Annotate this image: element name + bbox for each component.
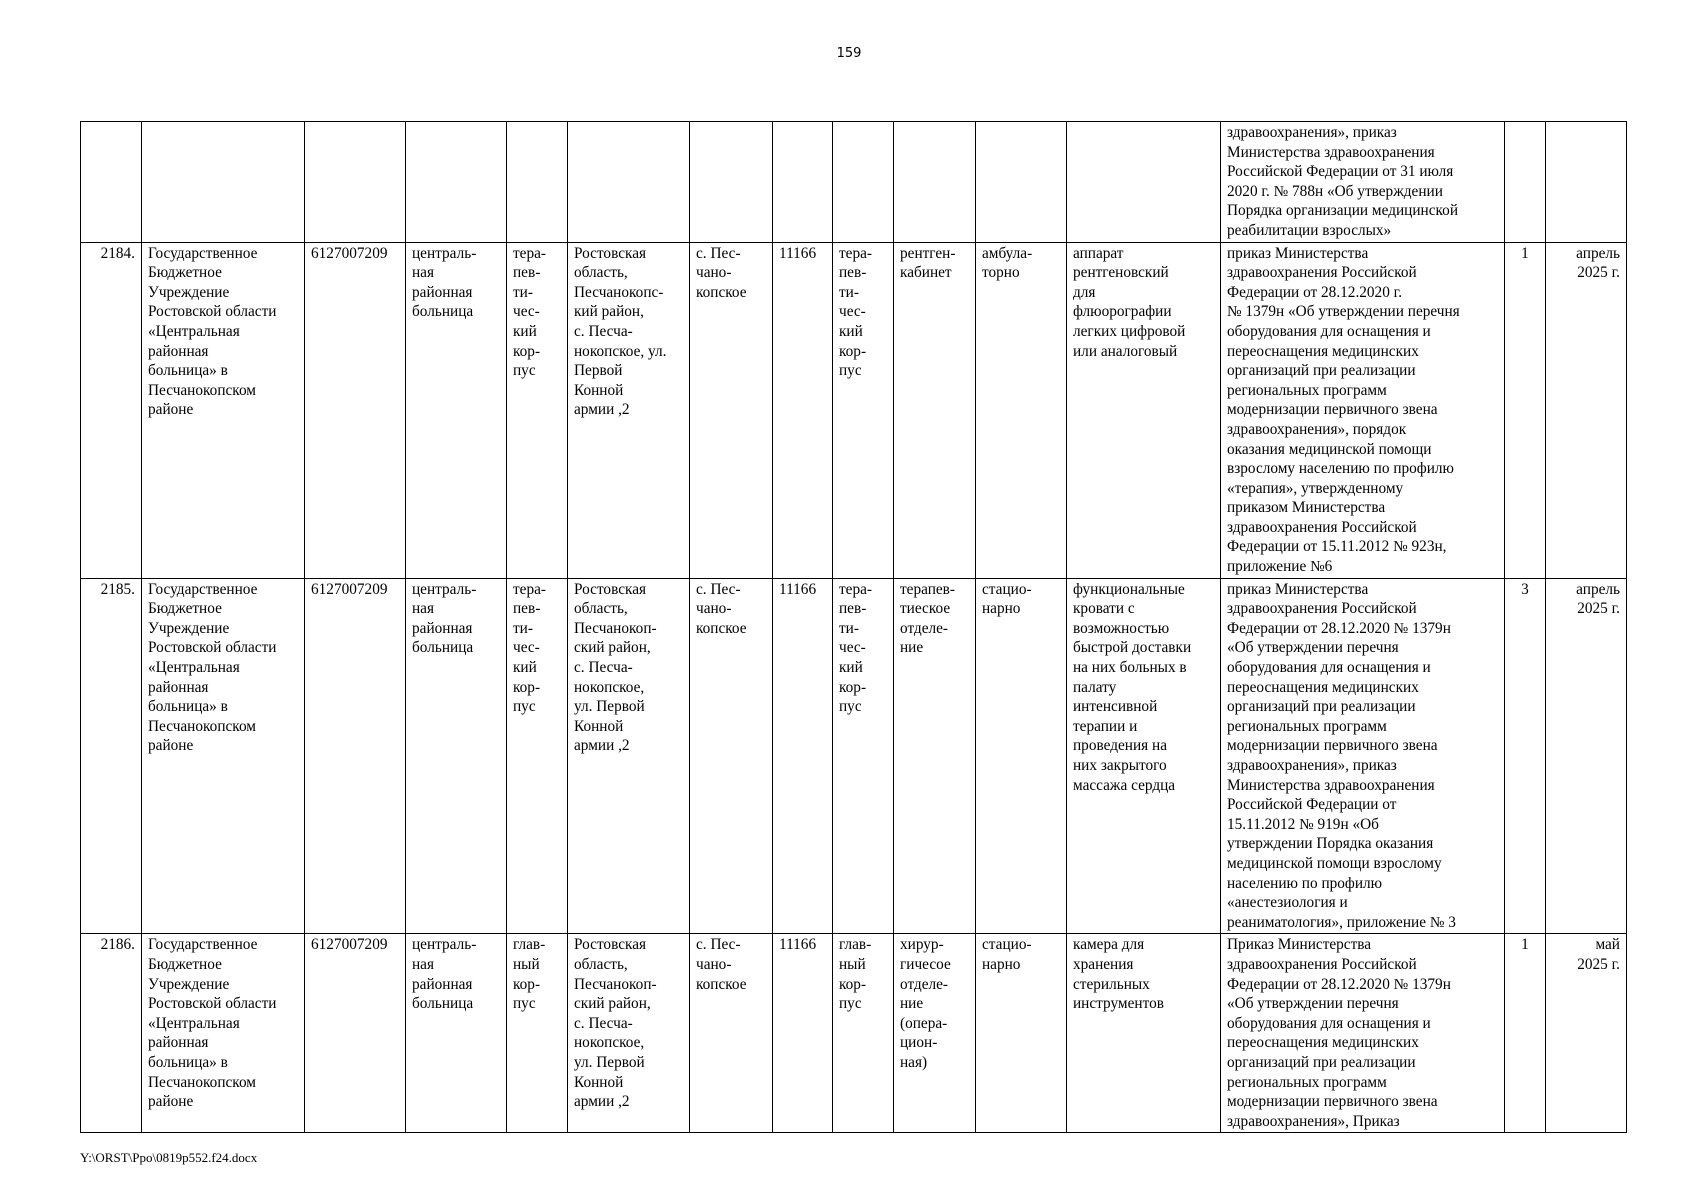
cell-line: ние xyxy=(900,639,924,657)
cell-line: приложение №6 xyxy=(1227,558,1333,576)
cell-line: копское xyxy=(696,283,747,301)
address-cell xyxy=(568,934,690,1133)
cell-line: пус xyxy=(839,995,862,1013)
row-number xyxy=(81,122,142,243)
cell-line: Ростовской области xyxy=(148,639,277,657)
term-cell xyxy=(1546,934,1627,1133)
cell-line: чано- xyxy=(696,600,732,618)
cell-line: оказания медицинской помощи xyxy=(1227,440,1432,458)
cell-line: отделе- xyxy=(900,619,949,637)
footer-file-path: Y:\ORST\Ppo\0819p552.f24.docx xyxy=(80,1150,258,1165)
cell-line: районная xyxy=(148,1034,209,1052)
care-form-cell xyxy=(976,242,1067,578)
page-number: 159 xyxy=(836,46,862,61)
cell-line: Российской Федерации от 31 июля xyxy=(1227,163,1454,181)
cell-line: ная xyxy=(412,264,435,282)
cell-line: модернизации первичного звена xyxy=(1227,1093,1438,1111)
building-cell-2 xyxy=(833,122,894,243)
cell-line: «Центральная xyxy=(148,1014,240,1032)
inn-cell xyxy=(305,934,406,1133)
cell-line: стацио- xyxy=(982,580,1032,598)
cell-line: кий xyxy=(839,322,863,340)
department-cell xyxy=(894,934,976,1133)
cell-line: организаций при реализации xyxy=(1227,362,1416,380)
cell-line: аппарат xyxy=(1073,244,1124,262)
cell-line: Песчанокопском xyxy=(148,381,256,399)
cell-line: централь- xyxy=(412,244,477,262)
cell-line: Государственное xyxy=(148,936,258,954)
cell-line: «Об утверждении перечня xyxy=(1227,995,1399,1013)
cell-line: терапев- xyxy=(900,580,956,598)
cell-line: область, xyxy=(574,600,628,618)
cell-line: с. Пес- xyxy=(696,580,741,598)
cell-line: чес- xyxy=(513,303,540,321)
cell-line: Учреждение xyxy=(148,975,230,993)
table-row xyxy=(81,578,1627,934)
cell-line: «анестезиология и xyxy=(1227,894,1348,912)
cell-line: переоснащения медицинских xyxy=(1227,1034,1419,1052)
cell-line: массажа сердца xyxy=(1073,776,1176,794)
cell-line: здравоохранения Российской xyxy=(1227,600,1417,618)
building-cell-2 xyxy=(833,242,894,578)
cell-line: приказ Министерства xyxy=(1227,580,1369,598)
cell-line: № 1379н «Об утверждении перечня xyxy=(1227,303,1460,321)
quantity-cell xyxy=(1505,122,1546,243)
cell-text: 3 xyxy=(1521,580,1529,598)
cell-text: 11166 xyxy=(779,936,817,954)
cell-line: пев- xyxy=(839,264,867,282)
cell-line: область, xyxy=(574,264,628,282)
building-cell-2 xyxy=(833,578,894,934)
cell-line: нокопское, xyxy=(574,1034,645,1052)
table-row xyxy=(81,242,1627,578)
department-cell xyxy=(894,578,976,934)
cell-line: пев- xyxy=(513,264,541,282)
cell-line: централь- xyxy=(412,936,477,954)
cell-line: чес- xyxy=(513,639,540,657)
facility-type-cell xyxy=(406,242,507,578)
legal-basis-cell xyxy=(1221,122,1505,243)
cell-line: кор- xyxy=(513,678,541,696)
cell-line: амбула- xyxy=(982,244,1033,262)
cell-line: Министерства здравоохранения xyxy=(1227,776,1435,794)
cell-line: ти- xyxy=(513,283,533,301)
cell-line: больница xyxy=(412,639,474,657)
row-number xyxy=(81,934,142,1133)
cell-line: флюорографии xyxy=(1073,303,1172,321)
cell-line: региональных программ xyxy=(1227,1073,1387,1091)
cell-line: область, xyxy=(574,955,628,973)
building-cell xyxy=(507,578,568,934)
cell-line: Ростовской области xyxy=(148,995,277,1013)
cell-line: Ростовская xyxy=(574,244,647,262)
cell-line: с. Песча- xyxy=(574,322,633,340)
cell-line: торно xyxy=(982,264,1020,282)
equipment-cell xyxy=(1067,578,1221,934)
cell-line: гичесое xyxy=(900,955,951,973)
cell-line: здравоохранения», Приказ xyxy=(1227,1112,1400,1130)
cell-line: Бюджетное xyxy=(148,955,222,973)
cell-line: функциональные xyxy=(1073,580,1185,598)
cell-line: кор- xyxy=(839,342,867,360)
cell-line: «Центральная xyxy=(148,322,240,340)
cell-line: кий район, xyxy=(574,303,644,321)
cell-text: 2185. xyxy=(100,580,135,598)
cell-line: Первой xyxy=(574,362,623,380)
cell-line: армии ,2 xyxy=(574,1093,630,1111)
department-cell xyxy=(894,122,976,243)
cell-line: районная xyxy=(412,283,473,301)
legal-basis-cell xyxy=(1221,578,1505,934)
cell-line: кор- xyxy=(513,975,541,993)
cell-line: них закрытого xyxy=(1073,757,1167,774)
cell-line: глав- xyxy=(513,936,546,954)
department-cell xyxy=(894,242,976,578)
cell-line: чано- xyxy=(696,955,732,973)
code-cell xyxy=(773,122,833,243)
facility-type-cell xyxy=(406,934,507,1133)
cell-line: «Об утверждении перечня xyxy=(1227,639,1399,657)
equipment-cell xyxy=(1067,242,1221,578)
cell-line: Песчанокопс- xyxy=(574,283,664,301)
cell-line: 2025 г. xyxy=(1577,264,1620,282)
organization-cell xyxy=(142,578,305,934)
cell-line: оборудования для оснащения и xyxy=(1227,322,1431,340)
equipment-cell xyxy=(1067,934,1221,1133)
cell-line: стацио- xyxy=(982,936,1032,954)
cell-line: Конной xyxy=(574,381,624,399)
cell-line: Учреждение xyxy=(148,619,230,637)
cell-line: районе xyxy=(148,1093,194,1111)
cell-line: тера- xyxy=(513,580,547,598)
settlement-cell xyxy=(690,934,773,1133)
cell-line: здравоохранения», порядок xyxy=(1227,420,1407,438)
cell-line: (опера- xyxy=(900,1014,948,1032)
cell-line: кий xyxy=(839,659,863,677)
legal-basis-cell xyxy=(1221,934,1505,1133)
cell-line: больница» в xyxy=(148,698,228,716)
cell-line: хирур- xyxy=(900,936,944,954)
equipment-cell xyxy=(1067,122,1221,243)
cell-line: пев- xyxy=(513,600,541,618)
cell-line: терапии и xyxy=(1073,717,1138,735)
cell-line: районе xyxy=(148,737,194,755)
cell-line: районная xyxy=(148,678,209,696)
cell-line: с. Песча- xyxy=(574,659,633,677)
cell-line: кий xyxy=(513,659,537,677)
cell-line: больница» в xyxy=(148,362,228,380)
cell-line: палату xyxy=(1073,678,1117,696)
row-number xyxy=(81,578,142,934)
cell-line: нарно xyxy=(982,600,1021,618)
cell-line: чано- xyxy=(696,264,732,282)
cell-line: проведения на xyxy=(1073,737,1167,755)
table-row xyxy=(81,934,1627,1133)
cell-line: ти- xyxy=(839,619,859,637)
term-cell xyxy=(1546,578,1627,934)
cell-line: районная xyxy=(412,975,473,993)
cell-line: рентген- xyxy=(900,244,956,262)
cell-line: тиеское xyxy=(900,600,951,618)
cell-line: ный xyxy=(513,955,540,973)
facility-type-cell xyxy=(406,578,507,934)
cell-line: Конной xyxy=(574,1073,624,1091)
cell-line: 2025 г. xyxy=(1577,955,1620,973)
cell-line: армии ,2 xyxy=(574,401,630,419)
cell-line: ная xyxy=(412,600,435,618)
organization-cell xyxy=(142,122,305,243)
term-cell xyxy=(1546,122,1627,243)
cell-line: здравоохранения», приказ xyxy=(1227,124,1397,141)
cell-line: с. Песча- xyxy=(574,1014,633,1032)
cell-text: 6127007209 xyxy=(311,580,388,598)
cell-line: быстрой доставки xyxy=(1073,639,1192,657)
cell-line: возможностью xyxy=(1073,619,1170,637)
cell-line: ул. Первой xyxy=(574,698,645,716)
cell-line: ти- xyxy=(839,283,859,301)
quantity-cell xyxy=(1505,934,1546,1133)
cell-line: пус xyxy=(513,698,536,716)
cell-line: нарно xyxy=(982,955,1021,973)
cell-line: приказ Министерства xyxy=(1227,244,1369,262)
cell-line: Ростовская xyxy=(574,580,647,598)
cell-line: Конной xyxy=(574,717,624,735)
cell-line: утверждении Порядка оказания xyxy=(1227,835,1434,853)
organization-cell xyxy=(142,934,305,1133)
cell-line: Федерации от 28.12.2020 № 1379н xyxy=(1227,975,1451,993)
cell-line: реаниматология», приложение № 3 xyxy=(1227,913,1456,931)
cell-line: «Центральная xyxy=(148,659,240,677)
cell-line: 15.11.2012 № 919н «Об xyxy=(1227,815,1379,833)
cell-line: населению по профилю xyxy=(1227,874,1383,892)
cell-line: май xyxy=(1595,936,1620,954)
cell-line: переоснащения медицинских xyxy=(1227,342,1419,360)
address-cell xyxy=(568,122,690,243)
building-cell-2 xyxy=(833,934,894,1133)
cell-line: 2020 г. № 788н «Об утверждении xyxy=(1227,182,1443,200)
cell-line: Песчанокоп- xyxy=(574,619,657,637)
cell-line: переоснащения медицинских xyxy=(1227,678,1419,696)
cell-line: ский район, xyxy=(574,995,651,1013)
inn-cell xyxy=(305,242,406,578)
cell-text: 1 xyxy=(1521,244,1529,262)
cell-line: пус xyxy=(513,995,536,1013)
quantity-cell xyxy=(1505,578,1546,934)
cell-line: нокопское, ул. xyxy=(574,342,667,360)
cell-line: Федерации от 28.12.2020 г. xyxy=(1227,283,1403,301)
cell-line: Федерации от 28.12.2020 № 1379н xyxy=(1227,619,1451,637)
cell-text: 11166 xyxy=(779,580,817,598)
cell-line: хранения xyxy=(1073,955,1134,973)
cell-line: кабинет xyxy=(900,264,952,282)
cell-line: Порядка организации медицинской xyxy=(1227,202,1458,220)
cell-line: Песчанокопском xyxy=(148,1073,256,1091)
table-row xyxy=(81,122,1627,243)
cell-line: больница xyxy=(412,995,474,1013)
cell-line: больница» в xyxy=(148,1053,228,1071)
cell-line: медицинской помощи взрослому xyxy=(1227,854,1442,872)
cell-line: ная) xyxy=(900,1053,928,1071)
cell-line: «терапия», утвержденному xyxy=(1227,479,1404,497)
cell-line: Государственное xyxy=(148,580,258,598)
cell-text: 6127007209 xyxy=(311,936,388,954)
cell-line: с. Пес- xyxy=(696,244,741,262)
cell-line: оборудования для оснащения и xyxy=(1227,659,1431,677)
cell-line: Песчанокоп- xyxy=(574,975,657,993)
cell-line: Ростовской области xyxy=(148,303,277,321)
address-cell xyxy=(568,578,690,934)
row-number xyxy=(81,242,142,578)
cell-line: пус xyxy=(513,362,536,380)
cell-line: больница xyxy=(412,303,474,321)
cell-line: здравоохранения Российской xyxy=(1227,955,1417,973)
cell-line: Федерации от 15.11.2012 № 923н, xyxy=(1227,538,1447,556)
quantity-cell xyxy=(1505,242,1546,578)
cell-line: организаций при реализации xyxy=(1227,1053,1416,1071)
cell-line: Ростовская xyxy=(574,936,647,954)
cell-line: ти- xyxy=(513,619,533,637)
legal-basis-cell xyxy=(1221,242,1505,578)
cell-line: Министерства здравоохранения xyxy=(1227,143,1435,161)
cell-line: инструментов xyxy=(1073,995,1164,1013)
cell-line: кор- xyxy=(839,678,867,696)
building-cell xyxy=(507,242,568,578)
cell-line: чес- xyxy=(839,303,866,321)
cell-line: пев- xyxy=(839,600,867,618)
cell-line: районе xyxy=(148,401,194,419)
cell-text: 1 xyxy=(1521,936,1529,954)
settlement-cell xyxy=(690,242,773,578)
cell-line: ние xyxy=(900,995,924,1013)
cell-line: приказом Министерства xyxy=(1227,499,1386,517)
cell-text: 11166 xyxy=(779,244,817,262)
cell-line: Бюджетное xyxy=(148,600,222,618)
cell-line: ский район, xyxy=(574,639,651,657)
table-body xyxy=(81,122,1627,1133)
cell-line: оборудования для оснащения и xyxy=(1227,1014,1431,1032)
cell-line: модернизации первичного звена xyxy=(1227,401,1438,419)
address-cell xyxy=(568,242,690,578)
cell-line: 2025 г. xyxy=(1577,600,1620,618)
cell-line: чес- xyxy=(839,639,866,657)
cell-line: ный xyxy=(839,955,866,973)
term-cell xyxy=(1546,242,1627,578)
care-form-cell xyxy=(976,122,1067,243)
building-cell xyxy=(507,122,568,243)
code-cell xyxy=(773,242,833,578)
cell-line: отделе- xyxy=(900,975,949,993)
cell-line: здравоохранения Российской xyxy=(1227,518,1417,536)
cell-line: Российской Федерации от xyxy=(1227,796,1397,814)
cell-line: организаций при реализации xyxy=(1227,698,1416,716)
cell-line: кор- xyxy=(513,342,541,360)
cell-line: Государственное xyxy=(148,244,258,262)
building-cell xyxy=(507,934,568,1133)
cell-line: взрослому населению по профилю xyxy=(1227,460,1454,478)
cell-line: интенсивной xyxy=(1073,698,1158,716)
cell-line: цион- xyxy=(900,1034,938,1052)
cell-line: апрель xyxy=(1576,244,1620,262)
cell-line: для xyxy=(1073,283,1096,301)
cell-line: нокопское, xyxy=(574,678,645,696)
cell-line: тера- xyxy=(839,244,873,262)
cell-line: тера- xyxy=(839,580,873,598)
cell-line: здравоохранения Российской xyxy=(1227,264,1417,282)
cell-line: ная xyxy=(412,955,435,973)
cell-line: тера- xyxy=(513,244,547,262)
cell-line: кий xyxy=(513,322,537,340)
cell-line: копское xyxy=(696,619,747,637)
cell-line: Бюджетное xyxy=(148,264,222,282)
cell-line: глав- xyxy=(839,936,872,954)
organization-cell xyxy=(142,242,305,578)
cell-line: Приказ Министерства xyxy=(1227,936,1372,954)
cell-line: районная xyxy=(412,619,473,637)
equipment-table xyxy=(80,121,1627,1133)
cell-line: модернизации первичного звена xyxy=(1227,737,1438,755)
cell-line: легких цифровой xyxy=(1073,322,1186,340)
cell-line: Песчанокопском xyxy=(148,717,256,735)
cell-line: региональных программ xyxy=(1227,717,1387,735)
code-cell xyxy=(773,578,833,934)
facility-type-cell xyxy=(406,122,507,243)
cell-line: реабилитации взрослых» xyxy=(1227,221,1392,239)
cell-line: рентгеновский xyxy=(1073,264,1169,282)
cell-line: кровати с xyxy=(1073,600,1135,618)
care-form-cell xyxy=(976,934,1067,1133)
cell-line: камера для xyxy=(1073,936,1145,954)
cell-line: стерильных xyxy=(1073,975,1150,993)
care-form-cell xyxy=(976,578,1067,934)
settlement-cell xyxy=(690,122,773,243)
inn-cell xyxy=(305,122,406,243)
cell-line: армии ,2 xyxy=(574,737,630,755)
cell-line: копское xyxy=(696,975,747,993)
cell-line: здравоохранения», приказ xyxy=(1227,757,1397,774)
cell-line: централь- xyxy=(412,580,477,598)
cell-line: пус xyxy=(839,362,862,380)
cell-line: региональных программ xyxy=(1227,381,1387,399)
code-cell xyxy=(773,934,833,1133)
cell-line: или аналоговый xyxy=(1073,342,1178,360)
cell-line: апрель xyxy=(1576,580,1620,598)
cell-line: с. Пес- xyxy=(696,936,741,954)
cell-line: на них больных в xyxy=(1073,659,1187,677)
cell-line: ул. Первой xyxy=(574,1053,645,1071)
cell-text: 6127007209 xyxy=(311,244,388,262)
cell-line: Учреждение xyxy=(148,283,230,301)
inn-cell xyxy=(305,578,406,934)
cell-line: кор- xyxy=(839,975,867,993)
cell-text: 2186. xyxy=(100,936,135,954)
cell-line: районная xyxy=(148,342,209,360)
settlement-cell xyxy=(690,578,773,934)
cell-text: 2184. xyxy=(100,244,135,262)
cell-line: пус xyxy=(839,698,862,716)
